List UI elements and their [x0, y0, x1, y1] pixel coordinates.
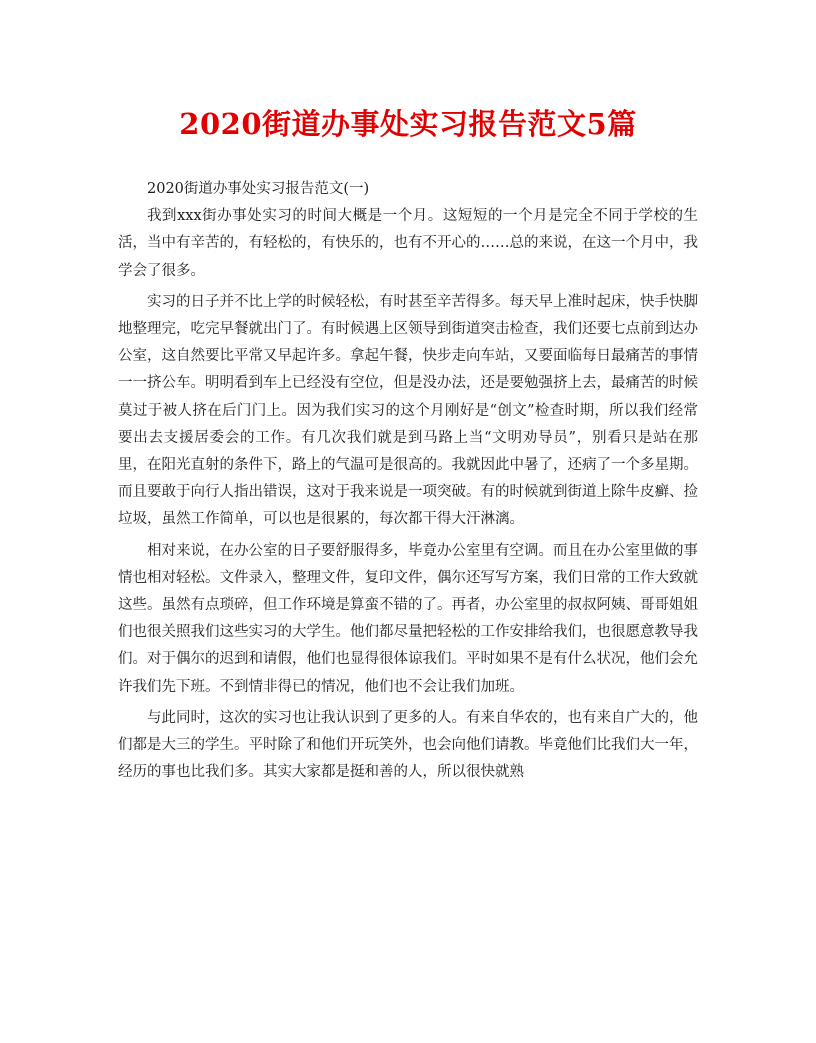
- paragraph-1: 我到xxx街办事处实习的时间大概是一个月。这短短的一个月是完全不同于学校的生活，当中有辛苦的，有轻松的，有快乐的，也有不开心的……总的来说，在这一个月中，我学会了很多。: [118, 208, 698, 279]
- paragraph-3: 相对来说，在办公室的日子要舒服得多，毕竟办公室里有空调。而且在办公室里做的事情也相对轻松。文件录入，整理文件，复印文件，偶尔还写写方案，我们日常的工作大致就这些。虽然有点琐碎，但工作环境是算蛮不错的了。再者，办公室里的叔叔阿姨、哥哥姐姐们也很关照我们这些实习的大学生。他们都尽量把轻松的工作安排给我们，也很愿意教导我们。对于偶尔的迟到和请假，他们也显得很体谅我们。平时如果不是有什么状况，他们会允许我们先下班。不到情非得已的情况，他们也不会让我们加班。: [118, 542, 698, 695]
- paragraph-2: 实习的日子并不比上学的时候轻松，有时甚至辛苦得多。每天早上准时起床，快手快脚地整理完，吃完早餐就出门了。有时候遇上区领导到街道突击检查，我们还要七点前到达办公室，这自然要比平常又早起许多。拿起午餐，快步走向车站，又要面临每日最痛苦的事情一一挤公车。明明看到车上已经没有空位，但是没办法，还是要勉强挤上去，最痛苦的时候莫过于被人挤在后门门上。因为我们实习的这个月刚好是“创文”检查时期，所以我们经常要出去支援居委会的工作。有几次我们就是到马路上当“文明劝导员”，别看只是站在那里，在阳光直射的条件下，路上的气温可是很高的。我就因此中暑了，还病了一个多星期。而且要敢于向行人指出错误，这对于我来说是一项突破。有的时候就到街道上除牛皮癣、捡垃圾，虽然工作简单，可以也是很累的，每次都干得大汗淋漓。: [118, 293, 698, 528]
- document-title: 2020街道办事处实习报告范文5篇: [179, 107, 637, 141]
- document-body: [118, 176, 698, 790]
- section-subtitle: 2020街道办事处实习报告范文(一): [147, 181, 370, 197]
- paragraph-4: 与此同时，这次的实习也让我认识到了更多的人。有来自华农的，也有来自广大的，他们都是大三的学生。平时除了和他们开玩笑外，也会向他们请教。毕竟他们比我们大一年，经历的事也比我们多。其实大家都是挺和善的人，所以很快就熟: [118, 709, 698, 781]
